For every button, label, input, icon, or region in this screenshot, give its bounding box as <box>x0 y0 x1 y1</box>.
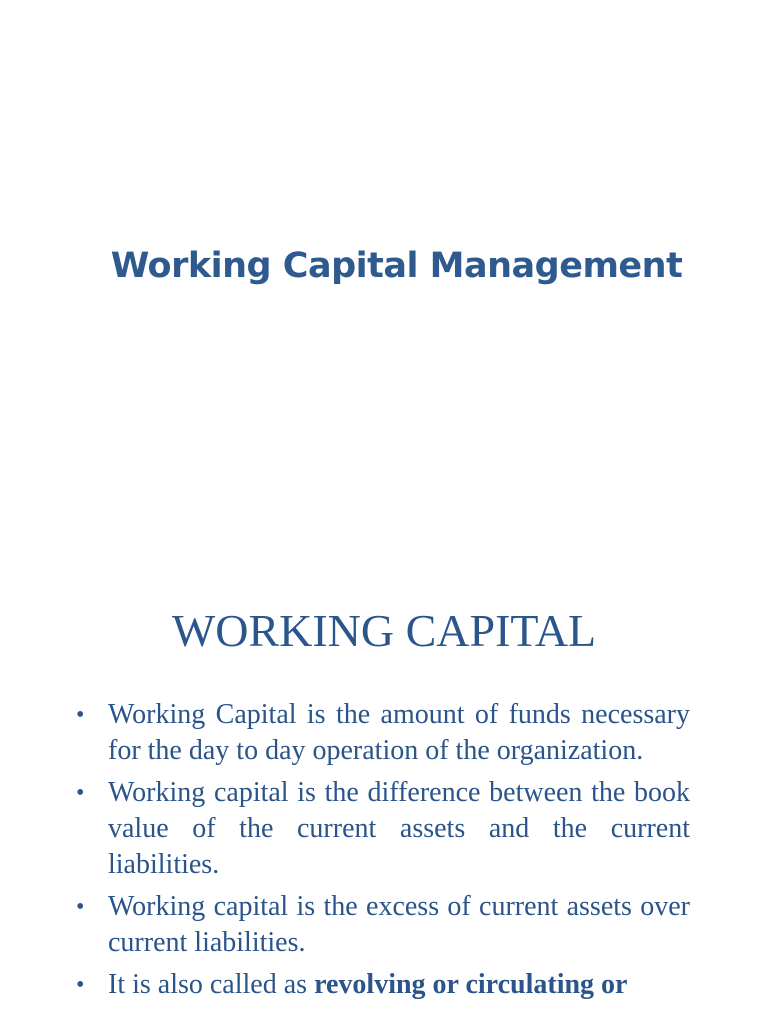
bullet-text: Working Capital is the amount of funds necessary for the day to day operation of the organization. <box>108 699 690 766</box>
bullet-item <box>72 889 690 961</box>
bullet-mark: • <box>76 702 85 728</box>
section-heading: WORKING CAPITAL <box>171 605 597 656</box>
page-title: Working Capital Management <box>110 246 683 286</box>
bullet-mark: • <box>76 894 85 920</box>
bullet-bold-text: revolving or circulating or <box>314 969 628 1000</box>
bullet-mark: • <box>76 972 85 998</box>
bullet-item <box>72 775 690 883</box>
bullet-text: Working capital is the excess of current assets over current liabilities. <box>108 891 690 958</box>
bullet-text: Working capital is the difference between the book value of the current assets and the current liabilities. <box>108 777 690 880</box>
bullet-item <box>72 697 690 769</box>
bullet-list <box>72 697 690 1009</box>
bullet-mark: • <box>76 780 85 806</box>
bullet-item <box>72 967 690 1003</box>
bullet-text: It is also called as <box>108 969 315 1000</box>
